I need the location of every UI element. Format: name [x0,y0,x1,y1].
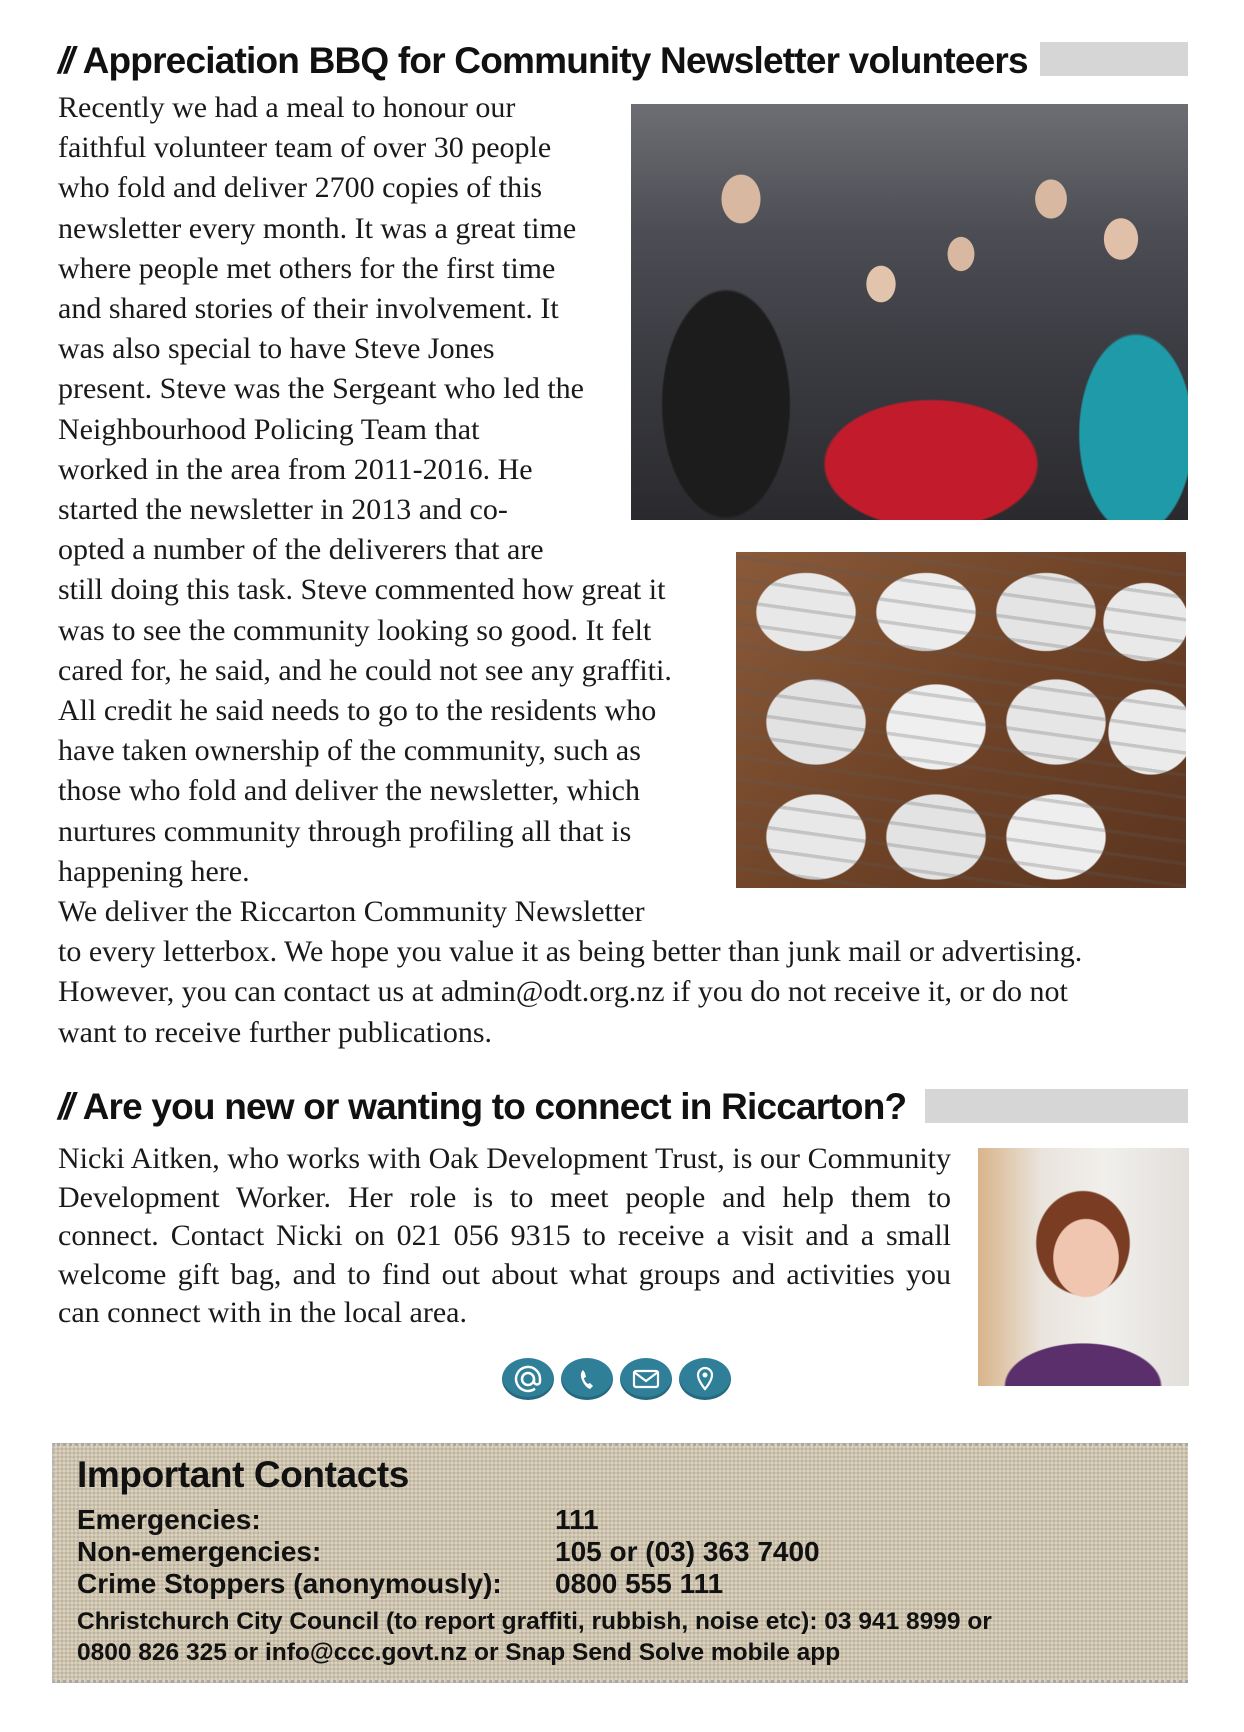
important-contacts-box [52,1443,1188,1683]
text-line: cared for, he said, and he could not see any graffiti. [58,653,672,687]
text-line: However, you can contact us at admin@odt.org.nz if you do not receive it, or do not [58,975,1068,1009]
contact-row [77,1536,820,1568]
contact-label: Emergencies: [77,1504,261,1535]
article-body-connect: Nicki Aitken, who works with Oak Development Trust, is our Community Development Worker. Her role is to meet people and help them to connect. Contact Nicki on 021 056 9315 to receive a visit and a small welcome gift bag, and to find out about what groups and activities you can connect with in the local area. [58,1142,951,1329]
text-line: Recently we had a meal to honour our [58,91,516,124]
text-line: was to see the community looking so good. It felt [58,613,652,647]
text-line: have taken ownership of the community, such as [58,734,641,768]
text-line: Neighbourhood Policing Team that [58,412,480,446]
location-pin-icon[interactable] [679,1358,731,1400]
contact-number: 111 [555,1504,599,1535]
text-line: where people met others for the first time [58,251,556,285]
text-line: to every letterbox. We hope you value it as being better than junk mail or advertising. [58,935,1083,969]
council-contact [77,1606,1167,1668]
article-heading-connect [58,1082,906,1132]
text-line: still doing this task. Steve commented how great it [58,573,666,607]
heading-bar [1040,42,1188,76]
text-line: those who fold and deliver the newsletter, which [58,774,640,808]
text-line: who fold and deliver 2700 copies of this [58,171,543,205]
heading-slash-marker: // [58,40,71,81]
text-line: happening here. [58,854,250,888]
envelope-icon[interactable] [620,1358,672,1400]
text-line: present. Steve was the Sergeant who led the [58,372,584,406]
at-icon[interactable] [502,1358,554,1400]
text-line: We deliver the Riccarton Community Newsletter [58,895,645,929]
text-line: faithful volunteer team of over 30 people [58,131,552,165]
text-line: opted a number of the deliverers that are [58,533,544,567]
text-line: newsletter every month. It was a great time [58,211,577,245]
phone-icon[interactable] [561,1358,613,1400]
council-line: Christchurch City Council (to report graffiti, rubbish, noise etc): 03 941 8999 or [77,1608,992,1635]
contact-label: Crime Stoppers (anonymously): [77,1568,502,1599]
article-title: Are you new or wanting to connect in Riccarton? [82,1086,907,1127]
text-line: worked in the area from 2011-2016. He [58,452,533,486]
text-line: started the newsletter in 2013 and co- [58,493,508,527]
contact-icons-row [502,1358,731,1400]
contacts-title: Important Contacts [77,1454,409,1495]
contact-label: Non-emergencies: [77,1536,322,1567]
heading-bar [925,1089,1188,1123]
council-line: 0800 826 325 or info@ccc.govt.nz or Snap Send Solve mobile app [77,1639,841,1666]
text-line: and shared stories of their involvement. It [58,292,559,326]
text-line: was also special to have Steve Jones [58,332,495,366]
text-line: nurtures community through profiling all that is [58,814,632,848]
contact-number: 105 or (03) 363 7400 [555,1536,820,1567]
contact-row [77,1568,723,1600]
nicki-portrait-photo [978,1148,1189,1386]
article-body-bbq [58,88,1188,1053]
article-heading-bbq [58,36,1028,86]
contact-row [77,1504,599,1536]
text-line: All credit he said needs to go to the residents who [58,694,657,728]
article-title: Appreciation BBQ for Community Newsletter volunteers [82,40,1028,81]
text-line: want to receive further publications. [58,1015,493,1049]
contact-number: 0800 555 111 [555,1568,724,1599]
heading-slash-marker: // [58,1086,71,1127]
